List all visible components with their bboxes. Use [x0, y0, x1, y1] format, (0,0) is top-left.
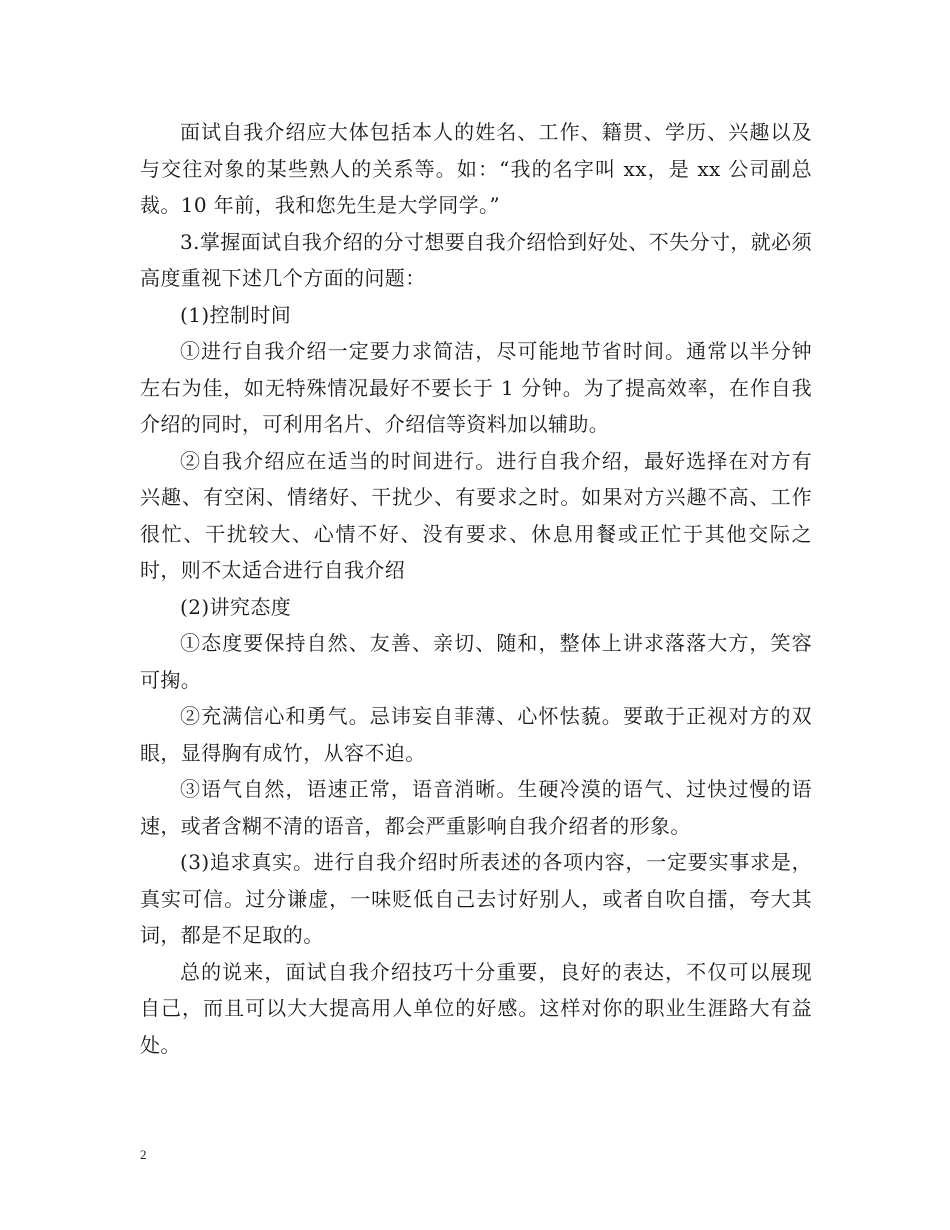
- heading-attitude: (2)讲究态度: [180, 594, 292, 619]
- paragraph-attitude-2: ②充满信心和勇气。忌讳妄自菲薄、心怀怯藐。要敢于正视对方的双眼，显得胸有成竹，从容不迫。: [140, 704, 812, 765]
- paragraph-attitude-3: ③语气自然，语速正常，语音消晰。生硬冷漠的语气、过快过慢的语速，或者含糊不清的语音，都会严重影响自我介绍者的形象。: [140, 777, 812, 838]
- paragraph-conclusion: 总的说来，面试自我介绍技巧十分重要，良好的表达，不仅可以展现自己，而且可以大大提高用人单位的好感。这样对你的职业生涯路大有益处。: [140, 959, 812, 1057]
- document-body: [140, 114, 812, 1063]
- paragraph-truthfulness: (3)追求真实。进行自我介绍时所表述的各项内容，一定要实事求是，真实可信。过分谦虚，一味贬低自己去讨好别人，或者自吹自擂，夸大其词，都是不足取的。: [140, 850, 812, 947]
- paragraph-time-2: ②自我介绍应在适当的时间进行。进行自我介绍，最好选择在对方有兴趣、有空闲、情绪好、干扰少、有要求之时。如果对方兴趣不高、工作很忙、干扰较大、心情不好、没有要求、休息用餐或正忙于其他交际之时，则不太适合进行自我介绍: [140, 448, 812, 582]
- paragraph-time-1: ①进行自我介绍一定要力求简洁，尽可能地节省时间。通常以半分钟左右为佳，如无特殊情况最好不要长于 1 分钟。为了提高效率，在作自我介绍的同时，可利用名片、介绍信等资料加以辅助。: [140, 339, 812, 436]
- page-number: 2: [140, 1147, 147, 1162]
- paragraph-attitude-1: ①态度要保持自然、友善、亲切、随和，整体上讲求落落大方，笑容可掬。: [140, 631, 812, 692]
- heading-control-time: (1)控制时间: [180, 302, 292, 327]
- paragraph-intro-content: 面试自我介绍应大体包括本人的姓名、工作、籍贯、学历、兴趣以及与交往对象的某些熟人的关系等。如：“我的名字叫 xx，是 xx 公司副总裁。10 年前，我和您先生是大学同学。”: [140, 120, 812, 217]
- paragraph-section-3: 3.掌握面试自我介绍的分寸想要自我介绍恰到好处、不失分寸，就必须高度重视下述几个方面的问题：: [140, 229, 812, 290]
